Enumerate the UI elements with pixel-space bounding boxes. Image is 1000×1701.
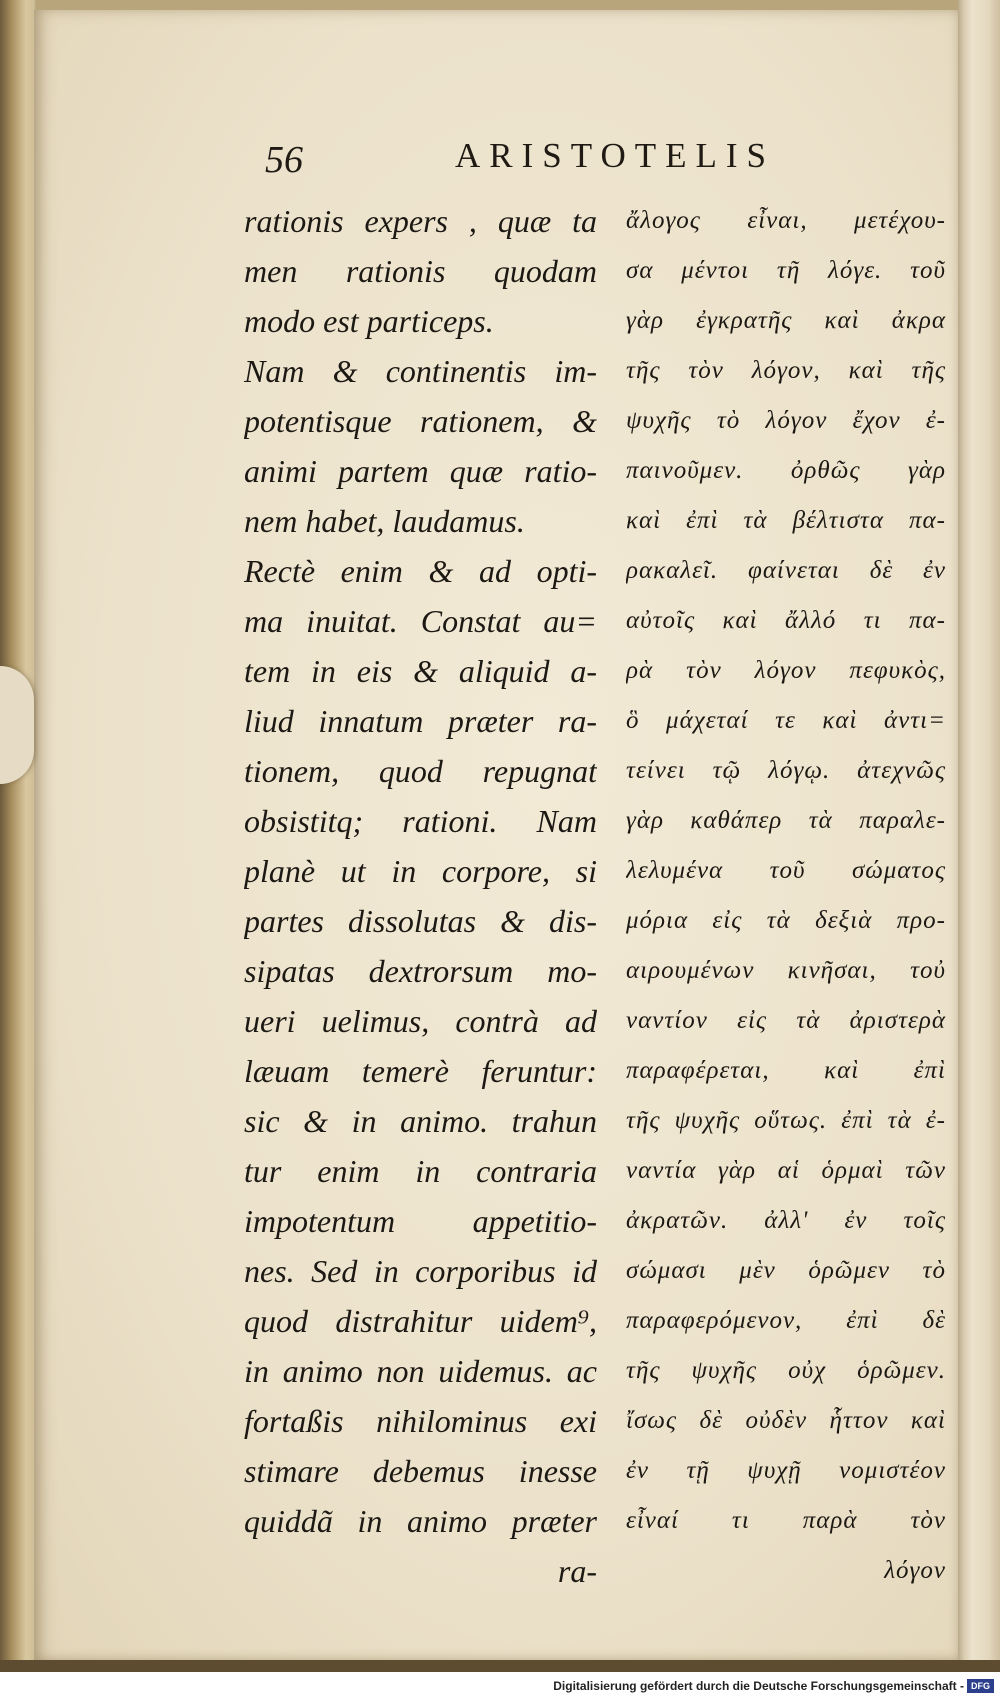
- latin-line: Nam & continentis im-: [244, 353, 597, 389]
- latin-line: Rectè enim & ad opti-: [244, 553, 597, 589]
- greek-line: τῆς ψυχῆς οὕτως. ἐπὶ τὰ ἐ-: [626, 1107, 946, 1134]
- latin-line: stimare debemus inesse: [244, 1453, 597, 1489]
- greek-line: αιρουμένων κινῆσαι, τοὐ: [626, 957, 946, 984]
- latin-line: rationis expers , quæ ta: [244, 203, 597, 239]
- greek-line: ρὰ τὸν λόγον πεφυκὸς,: [626, 657, 946, 684]
- greek-line: ἄλογος εἶναι, μετέχου-: [626, 207, 946, 234]
- latin-line: tem in eis & aliquid a-: [244, 653, 597, 689]
- dfg-logo: DFG: [967, 1679, 994, 1693]
- page-tab: [0, 666, 34, 784]
- greek-line: τῆς ψυχῆς οὐχ ὁρῶμεν.: [626, 1357, 946, 1384]
- greek-line: τῆς τὸν λόγον, καὶ τῆς: [626, 357, 946, 384]
- greek-line: μόρια εἰς τὰ δεξιὰ προ-: [626, 907, 946, 934]
- latin-line: modo est particeps.: [244, 303, 494, 339]
- greek-line: σα μέντοι τῆ λόγε. τοῦ: [626, 257, 946, 284]
- digitization-credit: Digitalisierung gefördert durch die Deutsche Forschungsgemeinschaft -: [553, 1679, 964, 1693]
- latin-line: men rationis quodam: [244, 253, 597, 289]
- latin-line: fortaßis nihilominus exi: [244, 1403, 597, 1439]
- latin-line: impotentum appetitio-: [244, 1203, 597, 1239]
- greek-line: ὃ μάχεταί τε καὶ ἀντι=: [626, 707, 946, 734]
- latin-line: partes dissolutas & dis-: [244, 903, 597, 939]
- greek-line: ψυχῆς τὸ λόγον ἔχον ἐ-: [626, 407, 946, 434]
- latin-line: tur enim in contraria: [244, 1153, 597, 1189]
- greek-line: ναντίον εἰς τὰ ἀριστερὰ: [626, 1007, 946, 1034]
- greek-line: γὰρ ἐγκρατῆς καὶ ἀκρα: [626, 307, 946, 334]
- greek-line: γὰρ καθάπερ τὰ παραλε-: [626, 807, 946, 834]
- latin-line: quiddã in animo præter: [244, 1503, 597, 1539]
- latin-line: tionem, quod repugnat: [244, 753, 597, 789]
- latin-line: ueri uelimus, contrà ad: [244, 1003, 597, 1039]
- greek-column: [626, 196, 946, 1596]
- latin-line: ma inuitat. Constat au=: [244, 603, 597, 639]
- page-number: 56: [265, 139, 303, 181]
- latin-line: læuam temerè feruntur:: [244, 1053, 597, 1089]
- latin-line: potentisque rationem, &: [244, 403, 597, 439]
- greek-line: παραφερόμενον, ἐπὶ δὲ: [626, 1307, 946, 1334]
- latin-line: nem habet, laudamus.: [244, 503, 525, 539]
- greek-catchword: λόγον: [884, 1557, 946, 1584]
- latin-column: [244, 196, 597, 1596]
- latin-line: sic & in animo. trahun: [244, 1103, 597, 1139]
- greek-line: ναντία γὰρ αἱ ὁρμαὶ τῶν: [626, 1157, 946, 1184]
- greek-line: ἐν τῇ ψυχῇ νομιστέον: [626, 1457, 946, 1484]
- latin-line: liud innatum præter ra-: [244, 703, 597, 739]
- latin-line: obsistitq; rationi. Nam: [244, 803, 597, 839]
- digitization-footer: [0, 1672, 1000, 1701]
- scan-bottom-edge: [0, 1660, 1000, 1672]
- greek-line: αὐτοῖς καὶ ἄλλό τι πα-: [626, 607, 946, 634]
- running-title: ARISTOTELIS: [455, 136, 776, 175]
- latin-line: nes. Sed in corporibus id: [244, 1253, 597, 1289]
- page-fore-edge: [958, 0, 1000, 1672]
- greek-line: εἶναί τι παρὰ τὸν: [626, 1507, 946, 1534]
- greek-line: παινοῦμεν. ὀρθῶς γὰρ: [626, 457, 946, 484]
- greek-line: ρακαλεῖ. φαίνεται δὲ ἐν: [626, 557, 946, 584]
- latin-line: sipatas dextrorsum mo-: [244, 953, 597, 989]
- greek-line: σώμασι μὲν ὁρῶμεν τὸ: [626, 1257, 946, 1284]
- greek-line: καὶ ἐπὶ τὰ βέλτιστα πα-: [626, 507, 946, 534]
- latin-line: in animo non uidemus. ac: [244, 1353, 597, 1389]
- greek-line: παραφέρεται, καὶ ἐπὶ: [626, 1057, 946, 1084]
- greek-line: λελυμένα τοῦ σώματος: [626, 857, 946, 884]
- latin-line: quod distrahitur uidem⁹,: [244, 1303, 597, 1339]
- page-header: [265, 138, 825, 188]
- greek-line: ἀκρατῶν. ἀλλ' ἐν τοῖς: [626, 1207, 946, 1234]
- greek-line: τείνει τῷ λόγῳ. ἀτεχνῶς: [626, 757, 946, 784]
- latin-line: animi partem quæ ratio-: [244, 453, 597, 489]
- latin-catchword: ra-: [557, 1553, 597, 1589]
- greek-line: ἴσως δὲ οὐδὲν ἧττον καὶ: [626, 1407, 946, 1434]
- latin-line: planè ut in corpore, si: [244, 853, 597, 889]
